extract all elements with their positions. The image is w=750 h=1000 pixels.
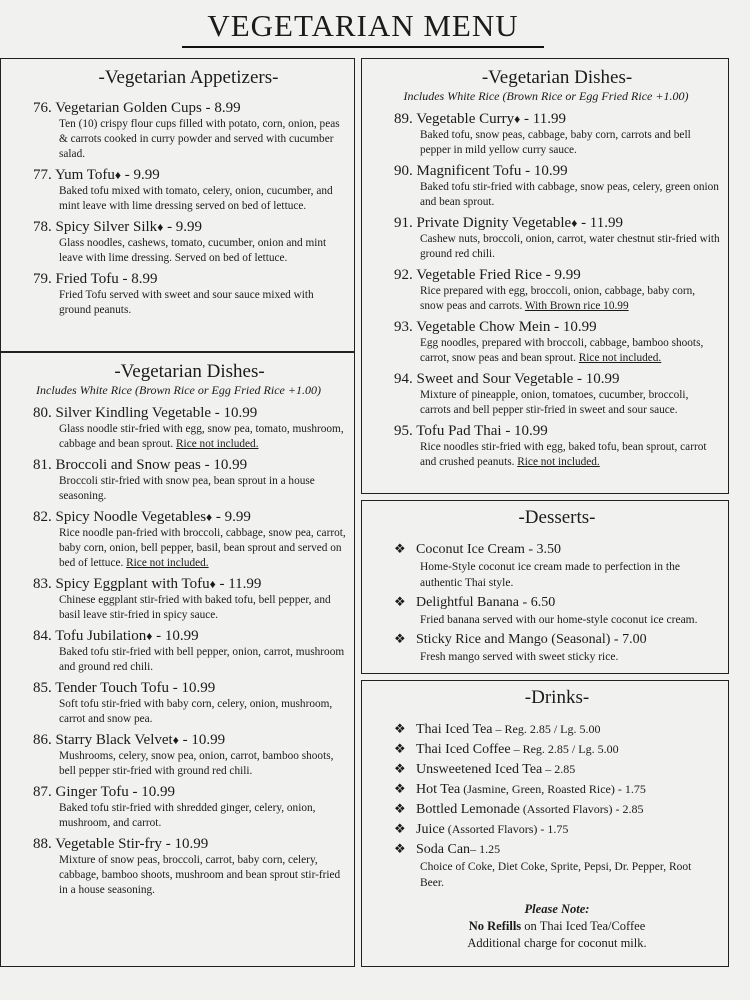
dishes-right-subheading: Includes White Rice (Brown Rice or Egg Fried Rice +1.00)	[403, 89, 689, 103]
dessert-description: Fresh mango served with sweet sticky rice.	[420, 651, 619, 663]
dessert-item	[394, 539, 720, 591]
item-note: With Brown rice 10.99	[524, 300, 629, 312]
diamond-bullet-icon: ❖	[394, 761, 406, 776]
drink-name: Hot Tea	[416, 782, 461, 797]
item-description	[33, 749, 346, 779]
dishes-left-subheading: Includes White Rice (Brown Rice or Egg Fried Rice +1.00)	[36, 383, 321, 397]
drink-item	[394, 759, 720, 779]
item-title	[33, 575, 346, 593]
appetizers-list	[33, 99, 344, 318]
menu-item	[394, 370, 720, 418]
item-description	[33, 117, 344, 162]
item-name: 80. Silver Kindling Vegetable	[33, 405, 212, 421]
menu-item	[33, 627, 346, 675]
item-marker: ♦	[114, 168, 121, 182]
menu-item	[33, 99, 344, 162]
item-title	[33, 99, 344, 117]
drink-name: Juice	[416, 822, 445, 837]
menu-item	[33, 835, 346, 898]
desserts-list	[394, 539, 720, 665]
diamond-bullet-icon: ❖	[394, 721, 406, 736]
item-marker: ♦	[146, 629, 153, 643]
drink-name: Thai Iced Coffee	[416, 742, 511, 757]
drink-item	[394, 719, 720, 739]
dishes-right-list	[394, 110, 720, 470]
dessert-price: - 3.50	[524, 542, 562, 557]
item-marker: ♦	[206, 510, 213, 524]
dessert-title	[394, 629, 720, 649]
diamond-bullet-icon: ❖	[394, 801, 406, 816]
item-title	[33, 835, 346, 853]
item-name: 95. Tofu Pad Thai	[394, 423, 502, 439]
item-description	[394, 284, 720, 314]
desserts-heading: -Desserts-	[518, 507, 596, 528]
menu-item	[33, 731, 346, 779]
appetizers-heading: -Vegetarian Appetizers-	[98, 67, 279, 88]
item-description	[394, 440, 720, 470]
diamond-bullet-icon: ❖	[394, 631, 406, 646]
diamond-bullet-icon: ❖	[394, 741, 406, 756]
drinks-list	[394, 719, 720, 859]
item-desc-text: Ten (10) crispy flour cups filled with potato, corn, onion, peas & carrots cooked in curry powder and served with cucumber salad.	[59, 118, 340, 160]
item-title	[33, 731, 346, 749]
item-price: - 10.99	[573, 371, 620, 387]
item-desc-text: Baked tofu mixed with tomato, celery, onion, cucumber, and mint leave with lime dressing served on bed of lettuce.	[59, 185, 333, 212]
item-price: - 11.99	[520, 111, 566, 127]
item-description	[33, 288, 344, 318]
item-title	[33, 270, 344, 288]
item-title	[394, 266, 720, 284]
dessert-title	[394, 539, 720, 559]
dessert-description: Fried banana served with our home-style coconut ice cream.	[420, 614, 698, 626]
item-price: - 9.99	[212, 509, 251, 525]
desserts-section	[361, 500, 729, 674]
drink-name: Bottled Lemonade	[416, 802, 520, 817]
item-price: - 10.99	[521, 163, 568, 179]
item-name: 85. Tender Touch Tofu	[33, 680, 169, 696]
item-desc-text: Baked tofu stir-fried with bell pepper, onion, carrot, mushroom and ground red chili.	[59, 646, 345, 673]
item-description	[33, 801, 346, 831]
item-name: 94. Sweet and Sour Vegetable	[394, 371, 574, 387]
item-marker: ♦	[514, 112, 521, 126]
item-price: - 9.99	[163, 219, 203, 235]
item-description	[33, 645, 346, 675]
item-price: - 11.99	[215, 576, 262, 592]
item-title	[394, 370, 720, 388]
diamond-bullet-icon: ❖	[394, 821, 406, 836]
drink-detail: – Reg. 2.85 / Lg. 5.00	[492, 722, 601, 736]
diamond-bullet-icon: ❖	[394, 541, 406, 556]
item-desc-text: Baked tofu stir-fried with shredded ginger, celery, onion, mushroom, and carrot.	[59, 802, 316, 829]
item-desc-text: Rice noodle pan-fried with broccoli, cabbage, snow pea, carrot, baby corn, onion, bell pepper, basil, bean sprout and served on bed of lettuce.	[59, 527, 346, 569]
dessert-price: - 6.50	[519, 595, 556, 610]
item-title	[33, 783, 346, 801]
dishes-left-list	[33, 404, 346, 898]
item-description	[394, 388, 720, 418]
item-price: - 10.99	[152, 628, 199, 644]
drink-item	[394, 799, 720, 819]
item-price: - 10.99	[161, 836, 209, 852]
menu-item	[33, 679, 346, 727]
item-desc-text: Baked tofu stir-fried with cabbage, snow peas, celery, green onion and bean sprout.	[420, 181, 719, 208]
dessert-name: Coconut Ice Cream	[416, 542, 525, 557]
item-price: - 9.99	[542, 267, 581, 283]
appetizers-section	[0, 58, 355, 352]
menu-item	[394, 318, 720, 366]
item-price: - 10.99	[501, 423, 548, 439]
item-price: - 10.99	[200, 457, 248, 473]
item-name: 90. Magnificent Tofu	[394, 163, 522, 179]
menu-item	[33, 508, 346, 571]
drink-item	[394, 739, 720, 759]
item-title	[33, 166, 344, 184]
menu-item	[394, 162, 720, 210]
item-price: - 10.99	[211, 405, 258, 421]
drink-item	[394, 779, 720, 799]
item-desc-text: Chinese eggplant stir-fried with baked tofu, bell pepper, and basil leave stir-fried in spicy sauce.	[59, 594, 331, 621]
drink-name: Soda Can	[416, 842, 471, 857]
soda-choices: Choice of Coke, Diet Coke, Sprite, Pepsi, Dr. Pepper, Root Beer.	[420, 861, 692, 889]
item-title	[33, 627, 346, 645]
drink-item	[394, 839, 720, 859]
menu-item	[33, 218, 344, 266]
item-name: 81. Broccoli and Snow peas	[33, 457, 201, 473]
item-marker: ♦	[571, 216, 578, 230]
item-desc-text: Broccoli stir-fried with snow pea, bean sprout in a house seasoning.	[59, 475, 315, 502]
menu-item	[33, 270, 344, 318]
note-no-refills: No Refills	[468, 919, 522, 933]
item-description	[33, 526, 346, 571]
dessert-item	[394, 629, 720, 665]
diamond-bullet-icon: ❖	[394, 594, 406, 609]
note-line-1-text: on Thai Iced Tea/Coffee	[521, 919, 646, 933]
menu-item	[33, 166, 344, 214]
drink-detail: (Assorted Flavors) - 1.75	[444, 822, 569, 836]
dessert-title	[394, 592, 720, 612]
item-description	[33, 422, 346, 452]
drink-detail: – Reg. 2.85 / Lg. 5.00	[510, 742, 619, 756]
item-desc-text: Baked tofu, snow peas, cabbage, baby corn, carrots and bell pepper in mild yellow curry sauce.	[420, 129, 691, 156]
item-desc-text: Soft tofu stir-fried with baby corn, celery, onion, mushroom, carrot and snow pea.	[59, 698, 333, 725]
drinks-heading: -Drinks-	[524, 687, 590, 708]
item-title	[394, 214, 720, 232]
note-line-2: Additional charge for coconut milk.	[467, 936, 647, 950]
drink-detail: (Jasmine, Green, Roasted Rice) - 1.75	[460, 782, 646, 796]
drink-item	[394, 819, 720, 839]
item-price: - 8.99	[118, 271, 158, 287]
item-name: 92. Vegetable Fried Rice	[394, 267, 543, 283]
item-price: - 10.99	[169, 680, 216, 696]
item-title	[394, 422, 720, 440]
item-price: - 10.99	[128, 784, 175, 800]
dishes-left-section	[0, 352, 355, 967]
dessert-price: - 7.00	[610, 632, 647, 647]
item-description	[33, 184, 344, 214]
item-note: Rice not included.	[578, 352, 662, 364]
item-name: 83. Spicy Eggplant with Tofu	[33, 576, 210, 592]
item-title	[33, 508, 346, 526]
item-description	[394, 180, 720, 210]
drink-detail: (Assorted Flavors) - 2.85	[519, 802, 644, 816]
item-name: 88. Vegetable Stir-fry	[33, 836, 162, 852]
item-note: Rice not included.	[176, 438, 259, 450]
dessert-name: Delightful Banana	[416, 595, 520, 610]
item-desc-text: Rice prepared with egg, broccoli, onion, cabbage, baby corn, snow peas and carrots.	[420, 285, 696, 312]
menu-title: VEGETARIAN MENU	[182, 8, 544, 48]
item-note: Rice not included.	[517, 456, 600, 468]
item-name: 86. Starry Black Velvet	[33, 732, 173, 748]
item-name: 87. Ginger Tofu	[33, 784, 129, 800]
item-title	[33, 679, 346, 697]
item-name: 84. Tofu Jubilation	[33, 628, 147, 644]
item-name: 76. Vegetarian Golden Cups	[33, 100, 202, 116]
item-price: - 10.99	[178, 732, 226, 748]
item-marker: ♦	[172, 733, 179, 747]
drinks-note	[394, 901, 720, 952]
item-desc-text: Fried Tofu served with sweet and sour sauce mixed with ground peanuts.	[59, 289, 314, 316]
menu-item	[33, 456, 346, 504]
dessert-description: Home-Style coconut ice cream made to perfection in the authentic Thai style.	[420, 561, 680, 589]
item-desc-text: Mixture of pineapple, onion, tomatoes, cucumber, broccoli, carrots and bell pepper stir-fried in sweet and sour sauce.	[420, 389, 689, 416]
drinks-section	[361, 680, 729, 967]
diamond-bullet-icon: ❖	[394, 781, 406, 796]
item-title	[33, 404, 346, 422]
item-price: - 9.99	[121, 167, 160, 183]
menu-item	[33, 783, 346, 831]
item-note: Rice not included.	[126, 557, 209, 569]
drink-detail: – 2.85	[542, 762, 576, 776]
item-desc-text: Rice noodles stir-fried with egg, baked tofu, bean sprout, carrot and crushed peanuts.	[420, 441, 707, 468]
item-title	[33, 218, 344, 236]
item-desc-text: Egg noodles, prepared with broccoli, cabbage, bamboo shoots, carrot, snow peas and bean sprout.	[420, 337, 704, 364]
item-marker: ♦	[209, 577, 216, 591]
item-description	[33, 236, 344, 266]
dessert-item	[394, 592, 720, 628]
item-description	[394, 128, 720, 158]
item-price: - 10.99	[550, 319, 597, 335]
menu-item	[394, 266, 720, 314]
menu-item	[33, 575, 346, 623]
drink-detail: – 1.25	[470, 842, 501, 856]
menu-item	[394, 214, 720, 262]
item-desc-text: Glass noodle stir-fried with egg, snow pea, tomato, mushroom, cabbage and bean sprout.	[59, 423, 344, 450]
item-description	[33, 853, 346, 898]
diamond-bullet-icon: ❖	[394, 841, 406, 856]
dishes-left-heading: -Vegetarian Dishes-	[114, 361, 265, 382]
item-title	[394, 162, 720, 180]
note-title: Please Note:	[524, 902, 590, 916]
item-description	[394, 232, 720, 262]
item-name: 93. Vegetable Chow Mein	[394, 319, 551, 335]
item-name: 77. Yum Tofu	[33, 167, 115, 183]
dishes-right-heading: -Vegetarian Dishes-	[481, 67, 633, 88]
item-name: 89. Vegetable Curry	[394, 111, 515, 127]
item-description	[33, 474, 346, 504]
item-name: 82. Spicy Noodle Vegetables	[33, 509, 207, 525]
item-marker: ♦	[157, 220, 164, 234]
menu-item	[33, 404, 346, 452]
item-description	[394, 336, 720, 366]
item-title	[394, 110, 720, 128]
menu-item	[394, 110, 720, 158]
dishes-right-section	[361, 58, 729, 494]
item-desc-text: Glass noodles, cashews, tomato, cucumber, onion and mint leave with lime dressing. Served on bed of lettuce.	[59, 237, 327, 264]
item-price: - 8.99	[201, 100, 241, 116]
note-line-1	[394, 918, 720, 935]
item-title	[394, 318, 720, 336]
item-description	[33, 593, 346, 623]
item-price: - 11.99	[577, 215, 624, 231]
dessert-name: Sticky Rice and Mango (Seasonal)	[416, 632, 611, 647]
item-name: 91. Private Dignity Vegetable	[394, 215, 572, 231]
menu-item	[394, 422, 720, 470]
item-desc-text: Mushrooms, celery, snow pea, onion, carrot, bamboo shoots, bell pepper stir-fried with ground red chili.	[59, 750, 334, 777]
drink-name: Unsweetened Iced Tea	[416, 762, 543, 777]
item-desc-text: Mixture of snow peas, broccoli, carrot, baby corn, celery, cabbage, bamboo shoots, mushroom and bean sprout stir-fried in a house seasoning.	[59, 854, 341, 896]
item-title	[33, 456, 346, 474]
item-desc-text: Cashew nuts, broccoli, onion, carrot, water chestnut stir-fried with ground red chili.	[420, 233, 720, 260]
item-description	[33, 697, 346, 727]
item-name: 78. Spicy Silver Silk	[33, 219, 158, 235]
item-name: 79. Fried Tofu	[33, 271, 119, 287]
drink-name: Thai Iced Tea	[416, 722, 493, 737]
